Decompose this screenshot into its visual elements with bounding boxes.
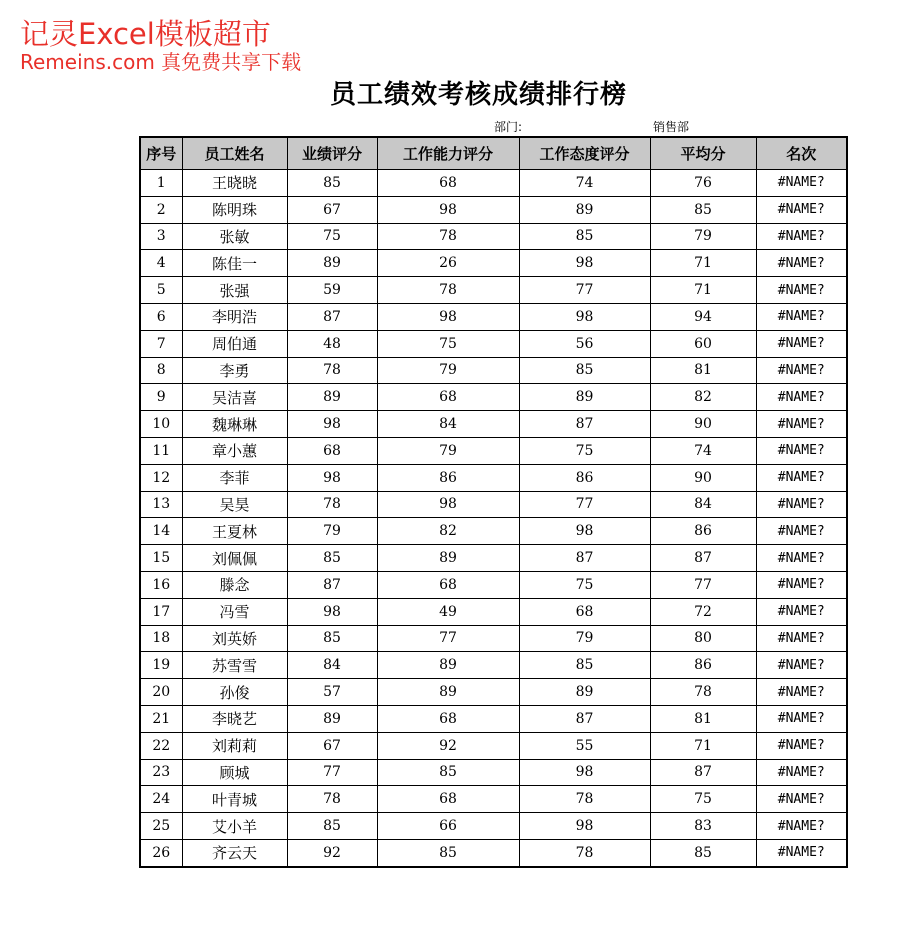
table-row: [140, 839, 847, 866]
header-index[interactable]: 序号: [140, 137, 182, 170]
cell-employee-name[interactable]: 叶青城: [182, 786, 287, 813]
cell-performance-score[interactable]: 78: [287, 491, 377, 518]
cell-attitude-score[interactable]: 98: [519, 303, 650, 330]
cell-average[interactable]: 81: [650, 357, 756, 384]
cell-ability-score[interactable]: 68: [377, 571, 519, 598]
cell-average[interactable]: 82: [650, 384, 756, 411]
cell-average[interactable]: 78: [650, 679, 756, 706]
cell-ability-score[interactable]: 89: [377, 679, 519, 706]
cell-average[interactable]: 71: [650, 277, 756, 304]
ranking-table-container: [139, 136, 846, 868]
watermark-brand: 记灵Excel模板超市: [20, 17, 271, 51]
cell-ability-score[interactable]: 78: [377, 223, 519, 250]
cell-attitude-score[interactable]: 74: [519, 170, 650, 197]
cell-average[interactable]: 86: [650, 652, 756, 679]
cell-employee-name[interactable]: 陈明珠: [182, 196, 287, 223]
department-label: 部门:: [494, 120, 523, 134]
cell-employee-name[interactable]: 王晓晓: [182, 170, 287, 197]
cell-average[interactable]: 81: [650, 705, 756, 732]
cell-performance-score[interactable]: 78: [287, 786, 377, 813]
cell-employee-name[interactable]: 李晓艺: [182, 705, 287, 732]
cell-attitude-score[interactable]: 85: [519, 223, 650, 250]
cell-employee-name[interactable]: 李明浩: [182, 303, 287, 330]
cell-rank[interactable]: #NAME?: [756, 759, 847, 786]
cell-index[interactable]: 12: [140, 464, 182, 491]
cell-attitude-score[interactable]: 79: [519, 625, 650, 652]
cell-performance-score[interactable]: 59: [287, 277, 377, 304]
cell-performance-score[interactable]: 77: [287, 759, 377, 786]
cell-employee-name[interactable]: 孙俊: [182, 679, 287, 706]
cell-average[interactable]: 85: [650, 839, 756, 866]
cell-ability-score[interactable]: 89: [377, 545, 519, 572]
cell-average[interactable]: 87: [650, 545, 756, 572]
cell-index[interactable]: 10: [140, 411, 182, 438]
cell-attitude-score[interactable]: 85: [519, 357, 650, 384]
cell-rank[interactable]: #NAME?: [756, 223, 847, 250]
header-rank[interactable]: 名次: [756, 137, 847, 170]
cell-index[interactable]: 13: [140, 491, 182, 518]
cell-ability-score[interactable]: 79: [377, 437, 519, 464]
table-row: [140, 652, 847, 679]
cell-ability-score[interactable]: 49: [377, 598, 519, 625]
table-row: [140, 705, 847, 732]
table-row: [140, 357, 847, 384]
header-attitude-score[interactable]: 工作态度评分: [519, 137, 650, 170]
cell-average[interactable]: 80: [650, 625, 756, 652]
cell-index[interactable]: 9: [140, 384, 182, 411]
cell-performance-score[interactable]: 57: [287, 679, 377, 706]
cell-performance-score[interactable]: 87: [287, 571, 377, 598]
cell-attitude-score[interactable]: 75: [519, 437, 650, 464]
cell-index[interactable]: 5: [140, 277, 182, 304]
table-header-row: [140, 137, 847, 170]
table-row: [140, 598, 847, 625]
cell-rank[interactable]: #NAME?: [756, 411, 847, 438]
cell-rank[interactable]: #NAME?: [756, 277, 847, 304]
header-performance-score[interactable]: 业绩评分: [287, 137, 377, 170]
table-row: [140, 384, 847, 411]
table-row: [140, 437, 847, 464]
cell-rank[interactable]: #NAME?: [756, 652, 847, 679]
cell-index[interactable]: 23: [140, 759, 182, 786]
cell-ability-score[interactable]: 82: [377, 518, 519, 545]
cell-performance-score[interactable]: 89: [287, 250, 377, 277]
table-row: [140, 330, 847, 357]
cell-employee-name[interactable]: 顾城: [182, 759, 287, 786]
cell-attitude-score[interactable]: 98: [519, 518, 650, 545]
cell-attitude-score[interactable]: 87: [519, 545, 650, 572]
table-row: [140, 223, 847, 250]
cell-average[interactable]: 71: [650, 250, 756, 277]
cell-employee-name[interactable]: 周伯通: [182, 330, 287, 357]
cell-performance-score[interactable]: 84: [287, 652, 377, 679]
table-row: [140, 250, 847, 277]
cell-employee-name[interactable]: 滕念: [182, 571, 287, 598]
cell-ability-score[interactable]: 86: [377, 464, 519, 491]
table-row: [140, 491, 847, 518]
cell-employee-name[interactable]: 魏琳琳: [182, 411, 287, 438]
cell-rank[interactable]: #NAME?: [756, 303, 847, 330]
table-row: [140, 518, 847, 545]
cell-rank[interactable]: #NAME?: [756, 571, 847, 598]
cell-employee-name[interactable]: 吴洁喜: [182, 384, 287, 411]
cell-rank[interactable]: #NAME?: [756, 598, 847, 625]
cell-rank[interactable]: #NAME?: [756, 330, 847, 357]
table-row: [140, 679, 847, 706]
cell-performance-score[interactable]: 98: [287, 411, 377, 438]
cell-ability-score[interactable]: 68: [377, 384, 519, 411]
cell-attitude-score[interactable]: 78: [519, 786, 650, 813]
cell-index[interactable]: 19: [140, 652, 182, 679]
cell-employee-name[interactable]: 王夏林: [182, 518, 287, 545]
cell-performance-score[interactable]: 98: [287, 598, 377, 625]
cell-ability-score[interactable]: 84: [377, 411, 519, 438]
cell-average[interactable]: 72: [650, 598, 756, 625]
cell-index[interactable]: 3: [140, 223, 182, 250]
cell-rank[interactable]: #NAME?: [756, 545, 847, 572]
watermark: [20, 17, 302, 74]
header-ability-score[interactable]: 工作能力评分: [377, 137, 519, 170]
cell-index[interactable]: 7: [140, 330, 182, 357]
cell-attitude-score[interactable]: 56: [519, 330, 650, 357]
cell-index[interactable]: 17: [140, 598, 182, 625]
cell-attitude-score[interactable]: 89: [519, 384, 650, 411]
cell-ability-score[interactable]: 98: [377, 491, 519, 518]
cell-employee-name[interactable]: 章小蕙: [182, 437, 287, 464]
table-body: [140, 170, 847, 867]
cell-ability-score[interactable]: 77: [377, 625, 519, 652]
cell-index[interactable]: 24: [140, 786, 182, 813]
cell-index[interactable]: 4: [140, 250, 182, 277]
cell-rank[interactable]: #NAME?: [756, 786, 847, 813]
cell-average[interactable]: 74: [650, 437, 756, 464]
cell-ability-score[interactable]: 66: [377, 813, 519, 840]
table-row: [140, 759, 847, 786]
cell-index[interactable]: 16: [140, 571, 182, 598]
cell-ability-score[interactable]: 98: [377, 196, 519, 223]
cell-rank[interactable]: #NAME?: [756, 437, 847, 464]
cell-average[interactable]: 83: [650, 813, 756, 840]
cell-average[interactable]: 79: [650, 223, 756, 250]
cell-ability-score[interactable]: 75: [377, 330, 519, 357]
header-employee-name[interactable]: 员工姓名: [182, 137, 287, 170]
watermark-site: Remeins.com 真免费共享下载: [20, 50, 302, 74]
table-row: [140, 464, 847, 491]
table-row: [140, 545, 847, 572]
cell-ability-score[interactable]: 68: [377, 705, 519, 732]
cell-rank[interactable]: #NAME?: [756, 357, 847, 384]
cell-ability-score[interactable]: 85: [377, 759, 519, 786]
cell-employee-name[interactable]: 刘莉莉: [182, 732, 287, 759]
cell-performance-score[interactable]: 75: [287, 223, 377, 250]
cell-average[interactable]: 75: [650, 786, 756, 813]
cell-index[interactable]: 26: [140, 839, 182, 866]
cell-rank[interactable]: #NAME?: [756, 839, 847, 866]
cell-rank[interactable]: #NAME?: [756, 732, 847, 759]
cell-average[interactable]: 87: [650, 759, 756, 786]
cell-performance-score[interactable]: 92: [287, 839, 377, 866]
cell-employee-name[interactable]: 刘佩佩: [182, 545, 287, 572]
cell-performance-score[interactable]: 85: [287, 170, 377, 197]
cell-index[interactable]: 14: [140, 518, 182, 545]
cell-index[interactable]: 2: [140, 196, 182, 223]
cell-average[interactable]: 77: [650, 571, 756, 598]
cell-employee-name[interactable]: 齐云天: [182, 839, 287, 866]
cell-ability-score[interactable]: 68: [377, 170, 519, 197]
cell-performance-score[interactable]: 79: [287, 518, 377, 545]
cell-attitude-score[interactable]: 77: [519, 277, 650, 304]
cell-index[interactable]: 21: [140, 705, 182, 732]
cell-performance-score[interactable]: 87: [287, 303, 377, 330]
cell-rank[interactable]: #NAME?: [756, 384, 847, 411]
cell-rank[interactable]: #NAME?: [756, 679, 847, 706]
table-row: [140, 571, 847, 598]
cell-employee-name[interactable]: 苏雪雪: [182, 652, 287, 679]
cell-average[interactable]: 94: [650, 303, 756, 330]
cell-employee-name[interactable]: 张强: [182, 277, 287, 304]
table-row: [140, 411, 847, 438]
cell-rank[interactable]: #NAME?: [756, 464, 847, 491]
cell-index[interactable]: 22: [140, 732, 182, 759]
department-value: 销售部: [653, 120, 690, 134]
cell-average[interactable]: 86: [650, 518, 756, 545]
cell-attitude-score[interactable]: 55: [519, 732, 650, 759]
ranking-table: [139, 136, 848, 868]
cell-ability-score[interactable]: 68: [377, 786, 519, 813]
cell-index[interactable]: 6: [140, 303, 182, 330]
cell-ability-score[interactable]: 85: [377, 839, 519, 866]
cell-employee-name[interactable]: 刘英娇: [182, 625, 287, 652]
cell-average[interactable]: 71: [650, 732, 756, 759]
cell-average[interactable]: 76: [650, 170, 756, 197]
cell-index[interactable]: 11: [140, 437, 182, 464]
cell-ability-score[interactable]: 79: [377, 357, 519, 384]
cell-average[interactable]: 90: [650, 411, 756, 438]
table-row: [140, 732, 847, 759]
cell-average[interactable]: 85: [650, 196, 756, 223]
cell-attitude-score[interactable]: 87: [519, 705, 650, 732]
table-row: [140, 277, 847, 304]
cell-rank[interactable]: #NAME?: [756, 705, 847, 732]
cell-performance-score[interactable]: 89: [287, 384, 377, 411]
cell-employee-name[interactable]: 冯雪: [182, 598, 287, 625]
cell-employee-name[interactable]: 吴昊: [182, 491, 287, 518]
cell-rank[interactable]: #NAME?: [756, 196, 847, 223]
cell-index[interactable]: 1: [140, 170, 182, 197]
cell-average[interactable]: 90: [650, 464, 756, 491]
cell-employee-name[interactable]: 艾小羊: [182, 813, 287, 840]
cell-index[interactable]: 25: [140, 813, 182, 840]
cell-employee-name[interactable]: 陈佳一: [182, 250, 287, 277]
cell-performance-score[interactable]: 78: [287, 357, 377, 384]
cell-average[interactable]: 84: [650, 491, 756, 518]
cell-rank[interactable]: #NAME?: [756, 491, 847, 518]
cell-attitude-score[interactable]: 85: [519, 652, 650, 679]
cell-ability-score[interactable]: 26: [377, 250, 519, 277]
table-row: [140, 786, 847, 813]
cell-performance-score[interactable]: 48: [287, 330, 377, 357]
cell-attitude-score[interactable]: 98: [519, 759, 650, 786]
cell-employee-name[interactable]: 李勇: [182, 357, 287, 384]
table-row: [140, 196, 847, 223]
cell-ability-score[interactable]: 89: [377, 652, 519, 679]
cell-attitude-score[interactable]: 98: [519, 813, 650, 840]
cell-attitude-score[interactable]: 68: [519, 598, 650, 625]
cell-ability-score[interactable]: 92: [377, 732, 519, 759]
cell-average[interactable]: 60: [650, 330, 756, 357]
cell-rank[interactable]: #NAME?: [756, 813, 847, 840]
cell-performance-score[interactable]: 89: [287, 705, 377, 732]
cell-attitude-score[interactable]: 89: [519, 679, 650, 706]
cell-performance-score[interactable]: 67: [287, 732, 377, 759]
cell-attitude-score[interactable]: 86: [519, 464, 650, 491]
cell-rank[interactable]: #NAME?: [756, 625, 847, 652]
cell-ability-score[interactable]: 78: [377, 277, 519, 304]
cell-rank[interactable]: #NAME?: [756, 518, 847, 545]
cell-performance-score[interactable]: 85: [287, 545, 377, 572]
cell-attitude-score[interactable]: 77: [519, 491, 650, 518]
cell-performance-score[interactable]: 67: [287, 196, 377, 223]
cell-rank[interactable]: #NAME?: [756, 250, 847, 277]
cell-performance-score[interactable]: 85: [287, 625, 377, 652]
cell-attitude-score[interactable]: 98: [519, 250, 650, 277]
cell-index[interactable]: 18: [140, 625, 182, 652]
cell-index[interactable]: 15: [140, 545, 182, 572]
cell-performance-score[interactable]: 98: [287, 464, 377, 491]
table-row: [140, 170, 847, 197]
cell-performance-score[interactable]: 68: [287, 437, 377, 464]
cell-attitude-score[interactable]: 75: [519, 571, 650, 598]
cell-employee-name[interactable]: 李菲: [182, 464, 287, 491]
cell-attitude-score[interactable]: 89: [519, 196, 650, 223]
table-row: [140, 625, 847, 652]
table-row: [140, 813, 847, 840]
cell-attitude-score[interactable]: 78: [519, 839, 650, 866]
cell-rank[interactable]: #NAME?: [756, 170, 847, 197]
cell-performance-score[interactable]: 85: [287, 813, 377, 840]
cell-index[interactable]: 8: [140, 357, 182, 384]
header-average[interactable]: 平均分: [650, 137, 756, 170]
cell-attitude-score[interactable]: 87: [519, 411, 650, 438]
cell-employee-name[interactable]: 张敏: [182, 223, 287, 250]
table-row: [140, 303, 847, 330]
cell-ability-score[interactable]: 98: [377, 303, 519, 330]
page-title: 员工绩效考核成绩排行榜: [330, 80, 628, 110]
cell-index[interactable]: 20: [140, 679, 182, 706]
